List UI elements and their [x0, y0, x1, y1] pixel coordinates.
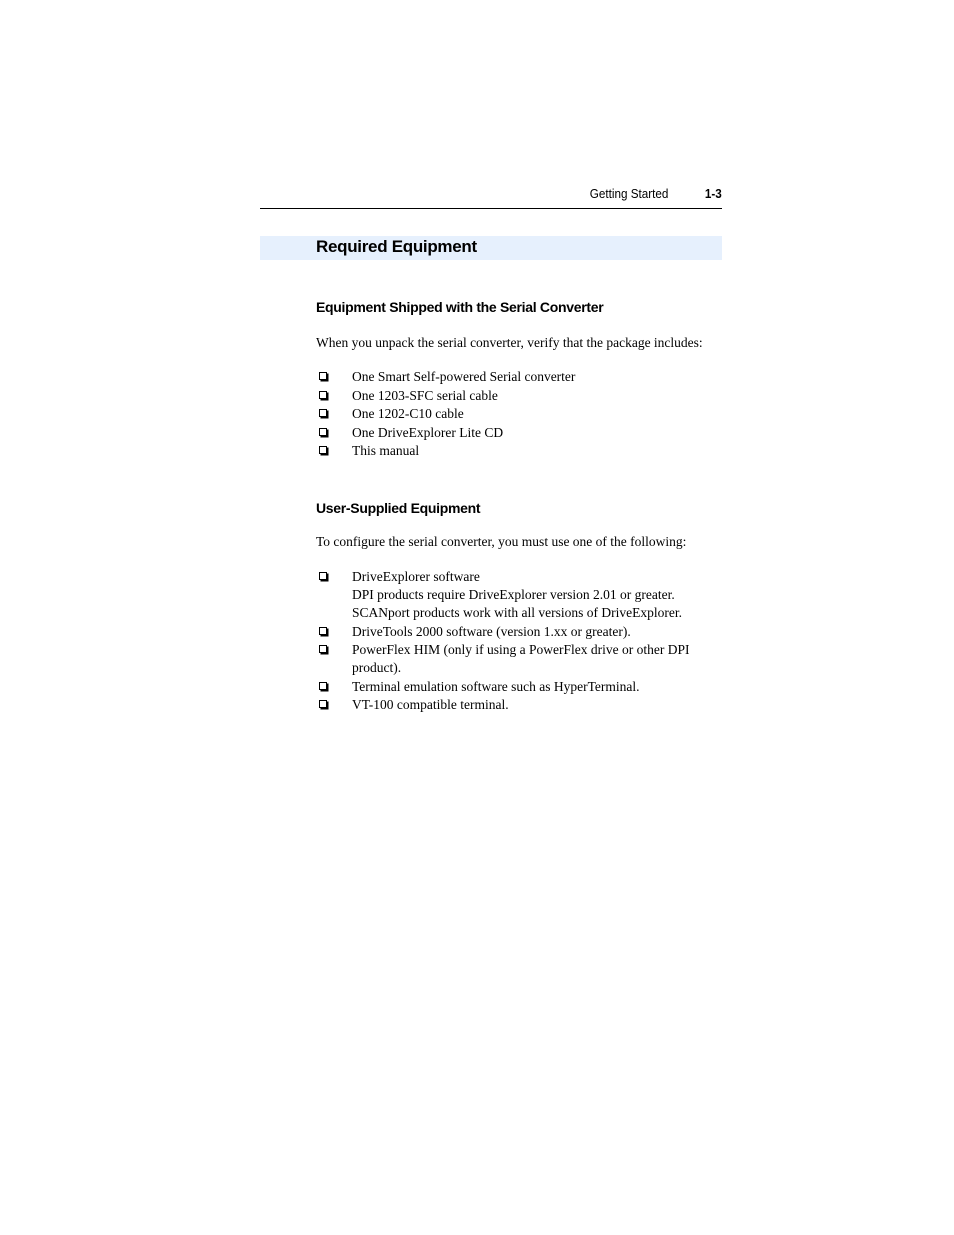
list-item [316, 387, 726, 405]
user-supplied-section [316, 499, 726, 517]
list-item-text: One 1202-C10 cable [352, 406, 464, 422]
shipped-equipment-section [316, 298, 726, 316]
shipped-intro: When you unpack the serial converter, verify that the package includes: [316, 335, 703, 350]
list-item-text: This manual [352, 443, 420, 459]
list-item [316, 641, 726, 677]
page-number: 1-3 [705, 186, 722, 201]
shipped-checklist [316, 368, 726, 460]
title-bar [260, 236, 722, 260]
user-supplied-list-block [316, 568, 726, 715]
list-item [316, 442, 726, 460]
checkbox-icon [319, 627, 327, 635]
shipped-heading: Equipment Shipped with the Serial Converter [316, 299, 604, 315]
list-item [316, 568, 726, 622]
checkbox-icon [319, 700, 327, 708]
page-title: Required Equipment [316, 237, 477, 256]
list-item-text: PowerFlex HIM (only if using a PowerFlex drive or other DPI product). [352, 642, 690, 676]
user-supplied-intro-block [316, 533, 726, 551]
user-supplied-checklist [316, 568, 726, 714]
list-item [316, 424, 726, 442]
user-supplied-intro: To configure the serial converter, you must use one of the following: [316, 534, 687, 549]
list-item-text: One DriveExplorer Lite CD [352, 424, 504, 440]
checkbox-icon [319, 446, 327, 454]
list-item-text: One 1203-SFC serial cable [352, 387, 498, 403]
list-item [316, 623, 726, 641]
checkbox-icon [319, 409, 327, 417]
list-item [316, 696, 726, 714]
checkbox-icon [319, 645, 327, 653]
list-item-text: DriveExplorer software [352, 569, 480, 584]
list-item [316, 678, 726, 696]
list-item [316, 368, 726, 386]
list-item-subtext: DPI products require DriveExplorer version 2.01 or greater. [352, 587, 675, 602]
list-item-text: Terminal emulation software such as HyperTerminal. [352, 678, 640, 694]
shipped-intro-block [316, 334, 726, 352]
header-section-title: Getting Started [589, 186, 668, 201]
list-item-text: One Smart Self-powered Serial converter [352, 369, 576, 384]
running-header [260, 184, 722, 209]
checkbox-icon [319, 572, 327, 580]
checkbox-icon [319, 428, 327, 436]
shipped-list-block [316, 368, 726, 461]
checkbox-icon [319, 682, 327, 690]
list-item [316, 405, 726, 423]
list-item-subtext: SCANport products work with all versions of DriveExplorer. [352, 605, 682, 620]
list-item-text: DriveTools 2000 software (version 1.xx or greater). [352, 623, 631, 639]
user-supplied-heading: User-Supplied Equipment [316, 500, 481, 516]
checkbox-icon [319, 391, 327, 399]
checkbox-icon [319, 372, 327, 380]
list-item-text: VT-100 compatible terminal. [352, 697, 509, 713]
